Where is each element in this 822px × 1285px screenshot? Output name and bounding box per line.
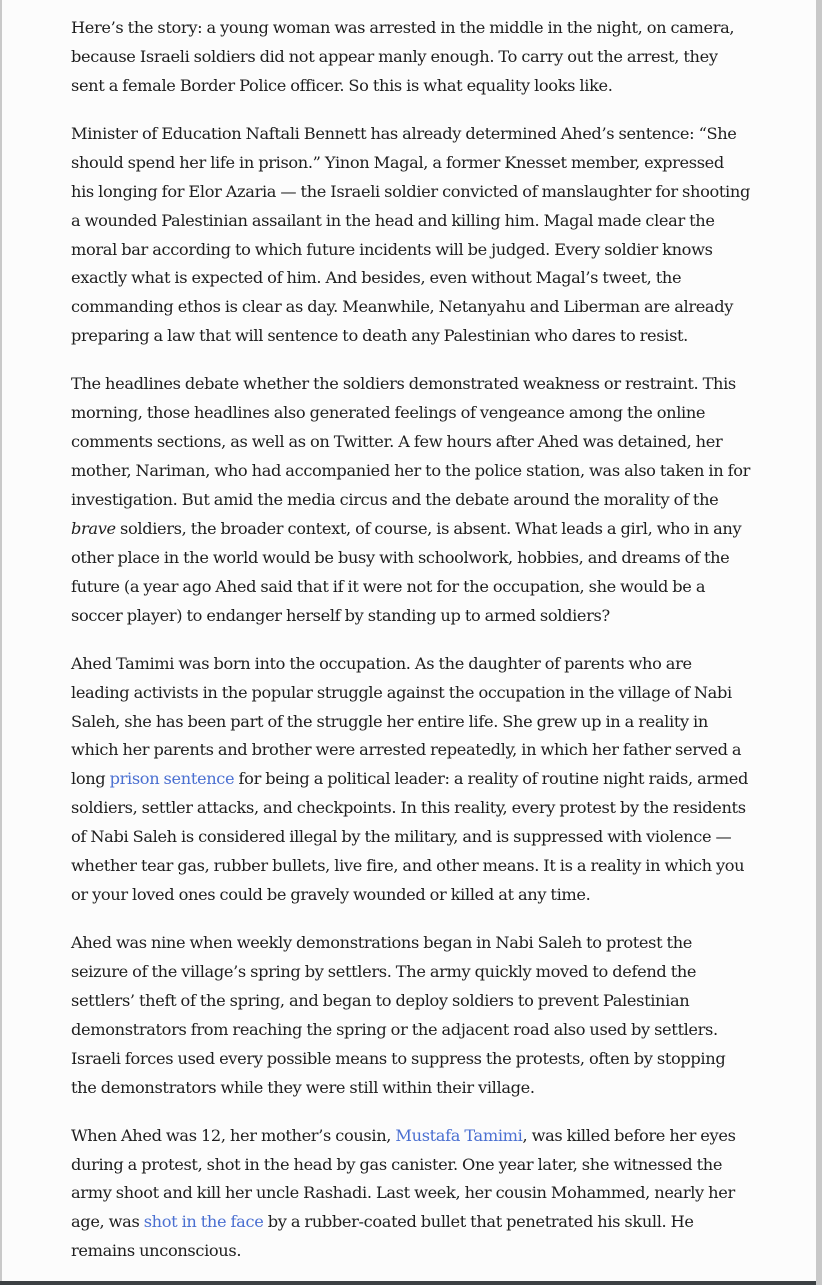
- paragraph-5: [71, 929, 751, 1102]
- paragraph-text: Ahed was nine when weekly demonstrations began in Nabi Saleh to protest the seizure of the village’s spring by settlers. The army quickly moved to defend the settlers’ theft of the spring, and began to deploy soldiers to prevent Palestinian demonstrators from reaching the spring or the adjacent road also used by settlers. Israeli forces used every possible means to suppress the protests, often by stopping the demonstrators while they were still within their village.: [71, 933, 726, 1097]
- paragraph-4: [71, 650, 751, 910]
- paragraph-text: Ahed Tamimi was born into the occupation. As the daughter of parents who are leading activists in the popular struggle against the occupation in the village of Nabi Saleh, she has been part of the struggle her entire life. She grew up in a reality in which her parents and brother were arrested repeatedly, in which her father served a long: [71, 653, 742, 789]
- window-bottom-edge: [0, 1281, 816, 1285]
- paragraph-text: When Ahed was 12, her mother’s cousin,: [71, 1125, 396, 1145]
- paragraph-6: [71, 1122, 751, 1267]
- link-mustafa-tamimi[interactable]: Mustafa Tamimi: [395, 1125, 523, 1145]
- paragraph-text: , was killed before her eyes during a protest, shot in the head by gas canister. One year later, she witnessed the army shoot and kill her uncle Rashadi. Last week, her cousin Mohammed, nearly her age, was: [71, 1125, 736, 1232]
- paragraph-text: soldiers, the broader context, of course, is absent. What leads a girl, who in any other place in the world would be busy with schoolwork, hobbies, and dreams of the future (a year ago Ahed said that if it were not for the occupation, she would be a soccer player) to endanger herself by standing up to armed soldiers?: [71, 518, 742, 625]
- paragraph-1: [71, 14, 751, 101]
- paragraph-text: for being a political leader: a reality of routine night raids, armed soldiers, settler attacks, and checkpoints. In this reality, every protest by the residents of Nabi Saleh is considered illegal by the military, and is suppressed with violence — whether tear gas, rubber bullets, live fire, and other means. It is a reality in which you or your loved ones could be gravely wounded or killed at any time.: [71, 769, 749, 904]
- paragraph-text: Here’s the story: a young woman was arrested in the middle in the night, on camera, because Israeli soldiers did not appear manly enough. To carry out the arrest, they sent a female Border Police officer. So this is what equality looks like.: [71, 18, 735, 95]
- paragraph-text: Minister of Education Naftali Bennett has already determined Ahed’s sentence: “She should spend her life in prison.” Yinon Magal, a former Knesset member, expressed his longing for Elor Azaria — the Israeli soldier convicted of manslaughter for shooting a wounded Palestinian assailant in the head and killing him. Magal made clear the moral bar according to which future incidents will be judged. Every soldier knows exactly what is expected of him. And besides, even without Magal’s tweet, the commanding ethos is clear as day. Meanwhile, Netanyahu and Liberman are already preparing a law that will sentence to death any Palestinian who dares to resist.: [71, 123, 750, 346]
- page-left-border: [0, 0, 2, 1281]
- link-prison-sentence[interactable]: prison sentence: [109, 769, 235, 789]
- window-scrollbar-track[interactable]: [816, 0, 822, 1285]
- article-body: [71, 14, 751, 1285]
- link-shot-in-the-face[interactable]: shot in the face: [143, 1212, 264, 1232]
- paragraph-3: [71, 370, 751, 630]
- paragraph-text: by a rubber-coated bullet that penetrated his skull. He remains unconscious.: [71, 1212, 694, 1261]
- paragraph-text: The headlines debate whether the soldiers demonstrated weakness or restraint. This morning, those headlines also generated feelings of vengeance among the online comments sections, as well as on Twitter. A few hours after Ahed was detained, her mother, Nariman, who had accompanied her to the police station, was also taken in for investigation. But amid the media circus and the debate around the morality of the: [71, 374, 751, 509]
- paragraph-2: [71, 120, 751, 351]
- emphasis-brave: brave: [71, 518, 116, 538]
